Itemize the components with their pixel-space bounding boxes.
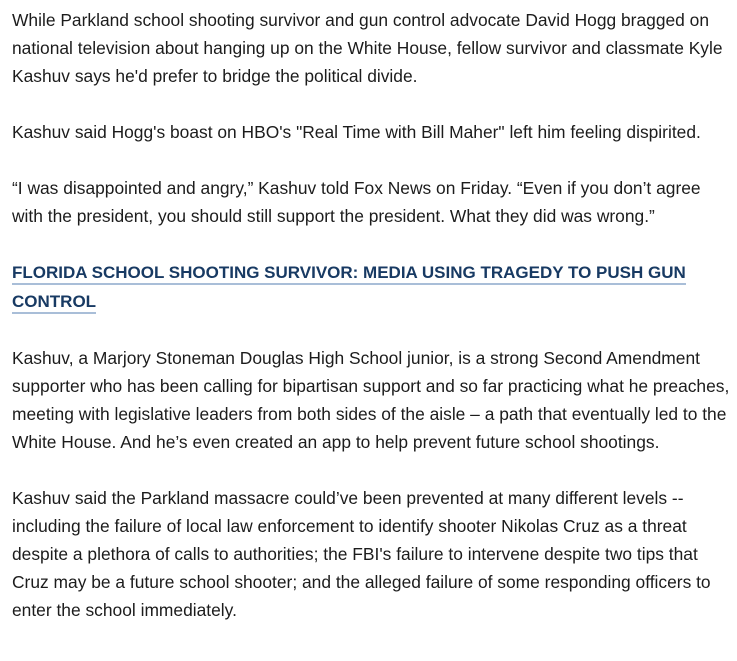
article-body	[12, 6, 730, 652]
article-paragraph-3: “I was disappointed and angry,” Kashuv told Fox News on Friday. “Even if you don’t agree with the president, you should still support the president. What they did was wrong.”	[12, 178, 701, 226]
article-paragraph-2: Kashuv said Hogg's boast on HBO's "Real Time with Bill Maher" left him feeling dispirited.	[12, 122, 701, 142]
related-article-link[interactable]: FLORIDA SCHOOL SHOOTING SURVIVOR: MEDIA USING TRAGEDY TO PUSH GUN CONTROL	[12, 263, 686, 314]
article-paragraph-5: Kashuv said the Parkland massacre could’ve been prevented at many different levels -- including the failure of local law enforcement to identify shooter Nikolas Cruz as a threat despite a plethora of calls to authorities; the FBI's failure to intervene despite two tips that Cruz may be a future school shooter; and the alleged failure of some responding officers to enter the school immediately.	[12, 488, 711, 620]
article-paragraph-1: While Parkland school shooting survivor and gun control advocate David Hogg bragged on national television about hanging up on the White House, fellow survivor and classmate Kyle Kashuv says he'd prefer to bridge the political divide.	[12, 10, 723, 86]
article-paragraph-4: Kashuv, a Marjory Stoneman Douglas High School junior, is a strong Second Amendment supporter who has been calling for bipartisan support and so far practicing what he preaches, meeting with legislative leaders from both sides of the aisle – a path that eventually led to the White House. And he’s even created an app to help prevent future school shootings.	[12, 348, 730, 452]
related-headline	[12, 258, 730, 316]
